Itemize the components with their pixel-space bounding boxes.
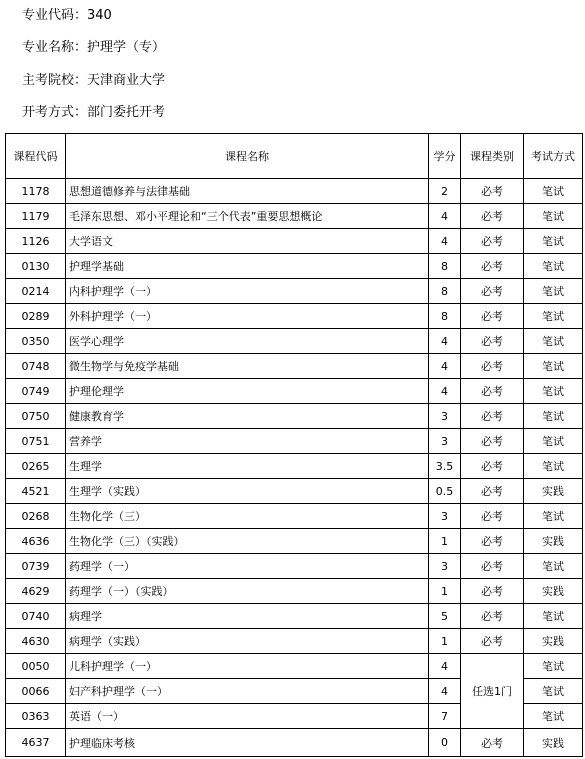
table-header-row: [6, 134, 583, 179]
course-category: 必考: [461, 604, 524, 629]
course-exam-type: 笔试: [524, 204, 583, 229]
course-exam-type: 笔试: [524, 279, 583, 304]
column-header-name: 课程名称: [66, 134, 429, 179]
course-code: 0265: [6, 454, 66, 479]
course-exam-type: 笔试: [524, 354, 583, 379]
course-code: 0751: [6, 429, 66, 454]
course-exam-type: 笔试: [524, 704, 583, 729]
course-name: 护理临床考核: [66, 729, 429, 757]
course-category: 必考: [461, 529, 524, 554]
table-row: [6, 604, 583, 629]
course-category: 任选1门: [461, 654, 524, 729]
course-credit: 4: [429, 229, 461, 254]
course-table: [5, 133, 583, 757]
table-row: [6, 429, 583, 454]
course-category: 必考: [461, 454, 524, 479]
course-category: 必考: [461, 729, 524, 757]
table-row: [6, 629, 583, 654]
course-code: 1179: [6, 204, 66, 229]
course-name: 生理学（实践）: [66, 479, 429, 504]
course-exam-type: 实践: [524, 479, 583, 504]
course-credit: 4: [429, 354, 461, 379]
course-credit: 1: [429, 579, 461, 604]
course-code: 1178: [6, 179, 66, 204]
course-credit: 3: [429, 404, 461, 429]
course-name: 护理伦理学: [66, 379, 429, 404]
course-category: 必考: [461, 179, 524, 204]
course-credit: 1: [429, 629, 461, 654]
course-credit: 2: [429, 179, 461, 204]
course-exam-type: 笔试: [524, 229, 583, 254]
table-row: [6, 529, 583, 554]
table-row: [6, 504, 583, 529]
course-name: 内科护理学（一）: [66, 279, 429, 304]
course-name: 健康教育学: [66, 404, 429, 429]
major-code: 专业代码：340: [22, 8, 112, 23]
course-code: 4637: [6, 729, 66, 757]
host-school: 主考院校：天津商业大学: [22, 73, 166, 88]
course-name: 生理学: [66, 454, 429, 479]
course-name: 生物化学（三）（实践）: [66, 529, 429, 554]
course-exam-type: 笔试: [524, 254, 583, 279]
column-header-credit: 学分: [429, 134, 461, 179]
course-credit: 4: [429, 654, 461, 679]
course-category: 必考: [461, 354, 524, 379]
table-row: [6, 579, 583, 604]
course-credit: 4: [429, 379, 461, 404]
course-name: 病理学: [66, 604, 429, 629]
course-category: 必考: [461, 379, 524, 404]
table-row: [6, 454, 583, 479]
course-credit: 4: [429, 679, 461, 704]
course-category: 必考: [461, 204, 524, 229]
course-name: 英语（一）: [66, 704, 429, 729]
table-row: [6, 279, 583, 304]
course-credit: 4: [429, 329, 461, 354]
course-name: 儿科护理学（一）: [66, 654, 429, 679]
course-exam-type: 实践: [524, 629, 583, 654]
course-category: 必考: [461, 479, 524, 504]
course-exam-type: 实践: [524, 529, 583, 554]
course-code: 4629: [6, 579, 66, 604]
course-category: 必考: [461, 404, 524, 429]
column-header-exam: 考试方式: [524, 134, 583, 179]
course-exam-type: 笔试: [524, 429, 583, 454]
course-category: 必考: [461, 254, 524, 279]
table-row: [6, 354, 583, 379]
course-code: 0289: [6, 304, 66, 329]
course-code: 0130: [6, 254, 66, 279]
course-code: 0214: [6, 279, 66, 304]
table-row: [6, 254, 583, 279]
course-name: 思想道德修养与法律基础: [66, 179, 429, 204]
table-row: [6, 329, 583, 354]
course-name: 营养学: [66, 429, 429, 454]
course-category: 必考: [461, 279, 524, 304]
course-credit: 5: [429, 604, 461, 629]
course-credit: 0: [429, 729, 461, 757]
course-code: 0739: [6, 554, 66, 579]
course-credit: 1: [429, 529, 461, 554]
course-credit: 3: [429, 554, 461, 579]
table-row: [6, 554, 583, 579]
table-row: [6, 654, 583, 679]
course-name: 病理学（实践）: [66, 629, 429, 654]
course-code: 0750: [6, 404, 66, 429]
course-credit: 7: [429, 704, 461, 729]
course-category: 必考: [461, 329, 524, 354]
table-row: [6, 479, 583, 504]
course-name: 微生物学与免疫学基础: [66, 354, 429, 379]
course-exam-type: 笔试: [524, 404, 583, 429]
course-code: 1126: [6, 229, 66, 254]
table-row: [6, 379, 583, 404]
course-credit: 0.5: [429, 479, 461, 504]
course-code: 4630: [6, 629, 66, 654]
column-header-category: 课程类别: [461, 134, 524, 179]
course-name: 毛泽东思想、邓小平理论和“三个代表”重要思想概论: [66, 204, 429, 229]
course-name: 医学心理学: [66, 329, 429, 354]
course-exam-type: 笔试: [524, 329, 583, 354]
table-row: [6, 229, 583, 254]
table-body: [6, 179, 583, 757]
course-code: 0050: [6, 654, 66, 679]
course-category: 必考: [461, 229, 524, 254]
course-credit: 8: [429, 254, 461, 279]
exam-mode: 开考方式：部门委托开考: [22, 105, 166, 120]
course-exam-type: 笔试: [524, 679, 583, 704]
course-code: 0350: [6, 329, 66, 354]
major-name: 专业名称：护理学（专）: [22, 40, 166, 55]
course-name: 护理学基础: [66, 254, 429, 279]
course-code: 4521: [6, 479, 66, 504]
course-credit: 8: [429, 279, 461, 304]
course-code: 0268: [6, 504, 66, 529]
course-name: 药理学（一）（实践）: [66, 579, 429, 604]
course-category: 必考: [461, 629, 524, 654]
course-category: 必考: [461, 554, 524, 579]
table-row: [6, 179, 583, 204]
course-code: 4636: [6, 529, 66, 554]
course-code: 0066: [6, 679, 66, 704]
course-category: 必考: [461, 504, 524, 529]
course-code: 0740: [6, 604, 66, 629]
course-credit: 8: [429, 304, 461, 329]
course-exam-type: 笔试: [524, 454, 583, 479]
course-name: 外科护理学（一）: [66, 304, 429, 329]
course-credit: 3: [429, 504, 461, 529]
course-code: 0748: [6, 354, 66, 379]
course-exam-type: 笔试: [524, 654, 583, 679]
course-code: 0363: [6, 704, 66, 729]
course-name: 药理学（一）: [66, 554, 429, 579]
course-category: 必考: [461, 579, 524, 604]
course-exam-type: 笔试: [524, 604, 583, 629]
course-exam-type: 笔试: [524, 554, 583, 579]
course-credit: 3.5: [429, 454, 461, 479]
course-name: 生物化学（三）: [66, 504, 429, 529]
course-credit: 4: [429, 204, 461, 229]
course-category: 必考: [461, 304, 524, 329]
column-header-code: 课程代码: [6, 134, 66, 179]
course-category: 必考: [461, 429, 524, 454]
course-exam-type: 实践: [524, 579, 583, 604]
table-row: [6, 404, 583, 429]
table-row: [6, 304, 583, 329]
table-row: [6, 729, 583, 757]
course-code: 0749: [6, 379, 66, 404]
course-name: 大学语文: [66, 229, 429, 254]
course-exam-type: 笔试: [524, 504, 583, 529]
course-credit: 3: [429, 429, 461, 454]
course-exam-type: 笔试: [524, 179, 583, 204]
course-exam-type: 笔试: [524, 304, 583, 329]
course-name: 妇产科护理学（一）: [66, 679, 429, 704]
course-exam-type: 实践: [524, 729, 583, 757]
course-exam-type: 笔试: [524, 379, 583, 404]
table-row: [6, 204, 583, 229]
